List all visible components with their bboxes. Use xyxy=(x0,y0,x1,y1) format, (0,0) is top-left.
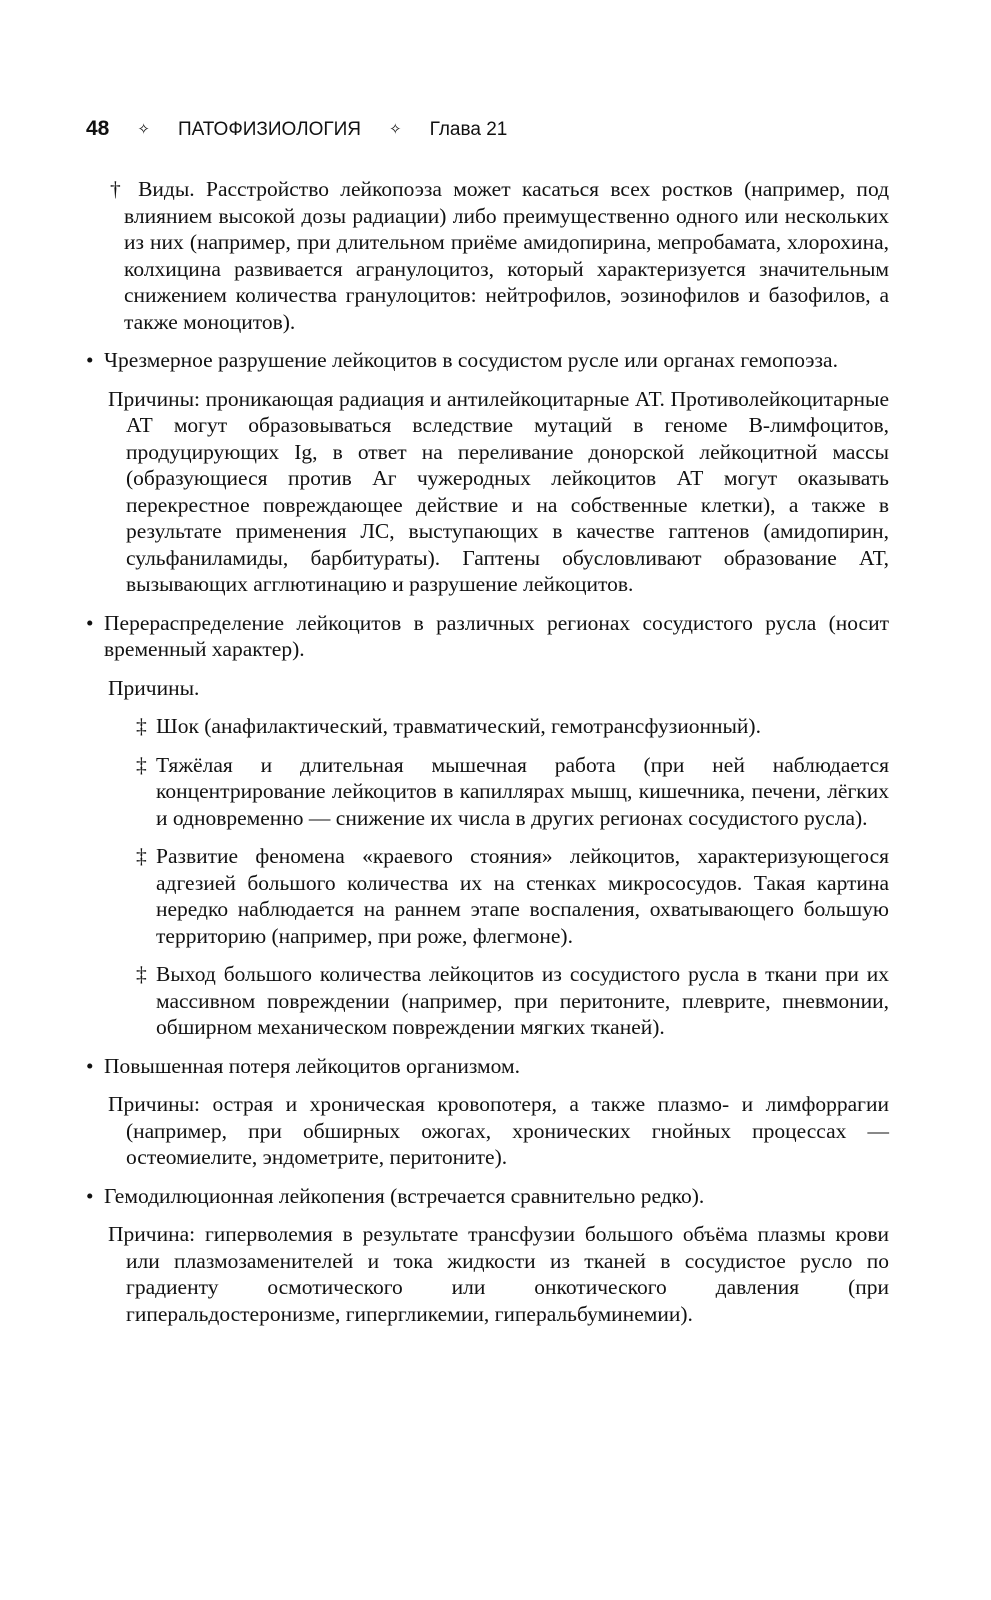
causes-destruction-paragraph: Причины: проникающая радиация и антилейкоцитарные АТ. Противолейкоцитарные АТ могут образовываться вследствие мутаций в геноме В-лимфоцитов, продуцирующих Ig, в ответ на переливание донорской лейкоцитной массы (образующиеся против Аг чужеродных лейкоцитов АТ могут оказывать перекрестное повреждающее действие и на собственные клетки), а также в результате применения ЛС, выступающих в качестве гаптенов (амидопирин, сульфаниламиды, барбитураты). Гаптены обусловливают образование АТ, вызывающих агглютинацию и разрушение лейкоцитов. xyxy=(108,386,889,596)
list-item-redistribution xyxy=(86,610,889,663)
list-item-hemodilution xyxy=(86,1183,889,1210)
running-header xyxy=(86,117,507,142)
cause-item-muscle-work xyxy=(86,752,889,832)
page-number: 48 xyxy=(86,117,110,140)
cause-item-text: Шок (анафилактический, травматический, гемотрансфузионный). xyxy=(156,714,761,738)
cause-item-text: Тяжёлая и длительная мышечная работа (при ней наблюдается концентрирование лейкоцитов в капиллярах мышц, кишечника, печени, лёгких и одновременно — снижение их числа в других регионах сосудистого русла). xyxy=(156,752,889,830)
bullet-icon: • xyxy=(86,1183,94,1208)
cause-hemodilution-paragraph: Причина: гиперволемия в результате трансфузии большого объёма плазмы крови или плазмозаменителей и тока жидкости из тканей в сосудистое русло по градиенту осмотического или онкотического давления (при гиперальдостеронизме, гипергликемии, гиперальбуминемии). xyxy=(108,1222,889,1326)
types-text: Виды. Расстройство лейкопоэза может касаться всех ростков (например, под влиянием высокой дозы радиации) либо преимущественно одного или нескольких из них (например, при длительном приёме амидопирина, мепробамата, хлорохина, колхицина развивается агранулоцитоз, который характеризуется значительным снижением количества гранулоцитов: нейтрофилов, эозинофилов и базофилов, а также моноцитов). xyxy=(124,177,890,334)
causes-loss-paragraph: Причины: острая и хроническая кровопотеря, а также плазмо- и лимфоррагии (например, при обширных ожогах, хронических гнойных процессах — остеомиелите, эндометрите, перитоните). xyxy=(108,1092,889,1169)
double-dagger-marker: ‡ xyxy=(136,714,147,738)
chapter-label: Глава 21 xyxy=(429,119,508,140)
cause-item-text: Выход большого количества лейкоцитов из сосудистого русла в ткани при их массивном повреждении (например, при перитоните, плеврите, пневмонии, обширном механическом повреждении мягких тканей). xyxy=(156,962,889,1039)
double-dagger-marker: ‡ xyxy=(136,844,147,868)
header-separator-icon: ✧ xyxy=(389,121,402,138)
header-separator-icon: ✧ xyxy=(137,121,150,138)
cause-item-tissue-exit xyxy=(86,961,889,1041)
bullet-icon: • xyxy=(86,1053,94,1078)
list-item-text: Чрезмерное разрушение лейкоцитов в сосудистом русле или органах гемопоэза. xyxy=(104,348,838,372)
book-title: ПАТОФИЗИОЛОГИЯ xyxy=(177,119,362,140)
double-dagger-marker: ‡ xyxy=(136,962,147,986)
cause-item-shock xyxy=(86,713,889,740)
cause-item-marginal-standing xyxy=(86,843,889,949)
list-item-text: Повышенная потеря лейкоцитов организмом. xyxy=(104,1053,520,1078)
list-item-text: Гемодилюционная лейкопения (встречается сравнительно редко). xyxy=(104,1183,705,1208)
list-item-loss xyxy=(86,1053,889,1080)
causes-title: Причины. xyxy=(108,675,200,700)
double-dagger-marker: ‡ xyxy=(136,752,147,777)
list-item-text: Перераспределение лейкоцитов в различных регионах сосудистого русла (носит временный характер). xyxy=(104,610,889,661)
page-body xyxy=(86,176,889,1339)
cause-item-text: Развитие феномена «краевого стояния» лейкоцитов, характеризующегося адгезией большого количества их на стенках микрососудов. Такая картина нередко наблюдается на раннем этапе воспаления, охватывающего большую территорию (например, при роже, флегмоне). xyxy=(156,844,889,948)
bullet-icon: • xyxy=(86,610,94,635)
dagger-marker: † xyxy=(110,177,127,201)
bullet-icon: • xyxy=(86,348,94,372)
types-paragraph xyxy=(86,176,889,335)
list-item-destruction xyxy=(86,347,889,374)
